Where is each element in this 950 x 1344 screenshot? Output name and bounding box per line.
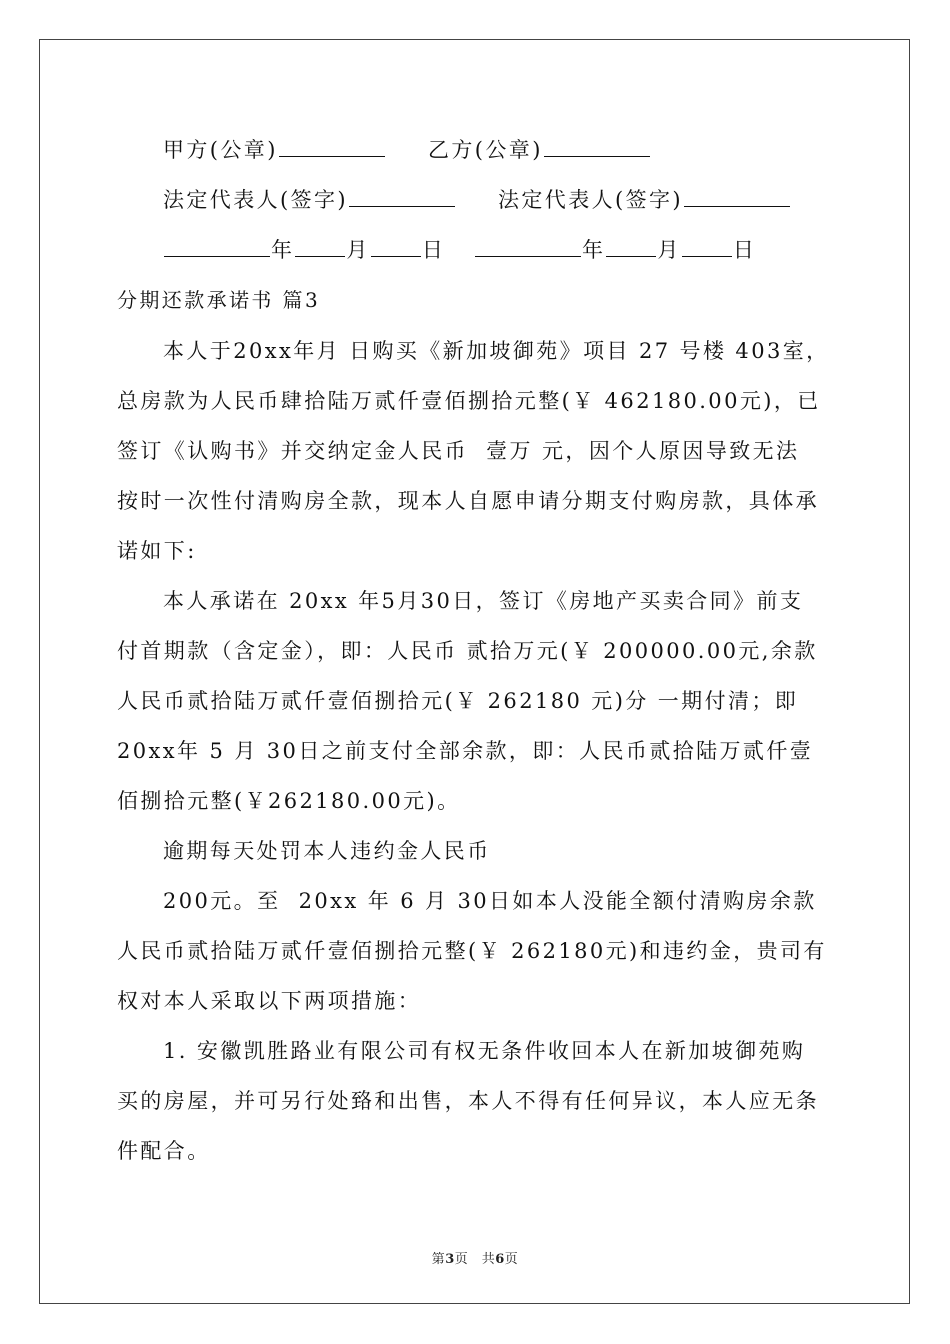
paragraph-line: 付首期款（含定金），即：人民币 贰拾万元(￥ 200000.00元,余款 (117, 639, 818, 663)
month-blank (295, 238, 345, 257)
paragraph-line: 本人于20xx年月 日购买《新加坡御苑》项目 27 号楼 403室， (163, 339, 830, 363)
date-line-a (163, 237, 445, 263)
paragraph-line: 佰捌拾元整(￥262180.00元)。 (117, 789, 461, 813)
page-suffix: 页 (504, 1252, 519, 1267)
paragraph-line: 权对本人采取以下两项措施： (117, 989, 422, 1013)
month-blank (606, 238, 656, 257)
paragraph-line: 买的房屋，并可另行处臵和出售，本人不得有任何异议，本人应无条 (117, 1089, 819, 1113)
legal-rep-a-blank (349, 188, 455, 207)
legal-rep-a-line (163, 187, 456, 213)
paragraph-line: 总房款为人民币肆拾陆万贰仟壹佰捌拾元整(￥ 462180.00元)，已 (117, 389, 821, 413)
paragraph-line: 按时一次性付清购房全款，现本人自愿申请分期支付购房款，具体承 (117, 489, 819, 513)
month-label: 月 (657, 238, 681, 262)
party-a-seal-label: 甲方(公章) (163, 138, 278, 162)
legal-rep-a-label: 法定代表人(签字) (163, 188, 348, 212)
page-total: 6 (495, 1252, 505, 1267)
page-prefix: 第 (431, 1252, 446, 1267)
party-b-seal-line (428, 137, 651, 163)
legal-rep-b-line (498, 187, 791, 213)
year-label: 年 (582, 238, 606, 262)
day-blank (682, 238, 732, 257)
day-label: 日 (421, 238, 446, 262)
party-a-seal-line (163, 137, 386, 163)
paragraph-line: 件配合。 (117, 1139, 211, 1163)
paragraph-line: 本人承诺在 20xx 年5月30日，签订《房地产买卖合同》前支 (163, 589, 804, 613)
day-blank (371, 238, 421, 257)
legal-rep-b-label: 法定代表人(签字) (498, 188, 683, 212)
party-a-seal-blank (279, 138, 385, 157)
year-blank (475, 238, 581, 257)
paragraph-line: 逾期每天处罚本人违约金人民币 (163, 839, 491, 863)
date-line-b (474, 237, 756, 263)
page-current: 3 (445, 1252, 455, 1267)
legal-rep-b-blank (684, 188, 790, 207)
paragraph-line: 签订《认购书》并交纳定金人民币 壹万 元，因个人原因导致无法 (117, 439, 800, 463)
paragraph-line: 200元。至 20xx 年 6 月 30日如本人没能全额付清购房余款 (163, 889, 817, 913)
page-footer (0, 1248, 950, 1267)
section-title: 分期还款承诺书 篇3 (117, 288, 321, 312)
year-label: 年 (271, 238, 295, 262)
year-blank (164, 238, 270, 257)
paragraph-line: 人民币贰拾陆万贰仟壹佰捌拾元整(￥ 262180元)和违约金，贵司有 (117, 939, 827, 963)
day-label: 日 (732, 238, 757, 262)
paragraph-line: 1. 安徽凯胜路业有限公司有权无条件收回本人在新加坡御苑购 (163, 1039, 806, 1063)
party-b-seal-blank (544, 138, 650, 157)
party-b-seal-label: 乙方(公章) (428, 138, 543, 162)
month-label: 月 (346, 238, 370, 262)
page-mid: 页 共 (454, 1252, 496, 1267)
paragraph-line: 诺如下: (117, 539, 197, 563)
paragraph-line: 20xx年 5 月 30日之前支付全部余款，即：人民币贰拾陆万贰仟壹 (117, 739, 814, 763)
paragraph-line: 人民币贰拾陆万贰仟壹佰捌拾元(￥ 262180 元)分 一期付清；即 (117, 689, 799, 713)
page-border (39, 39, 910, 1304)
